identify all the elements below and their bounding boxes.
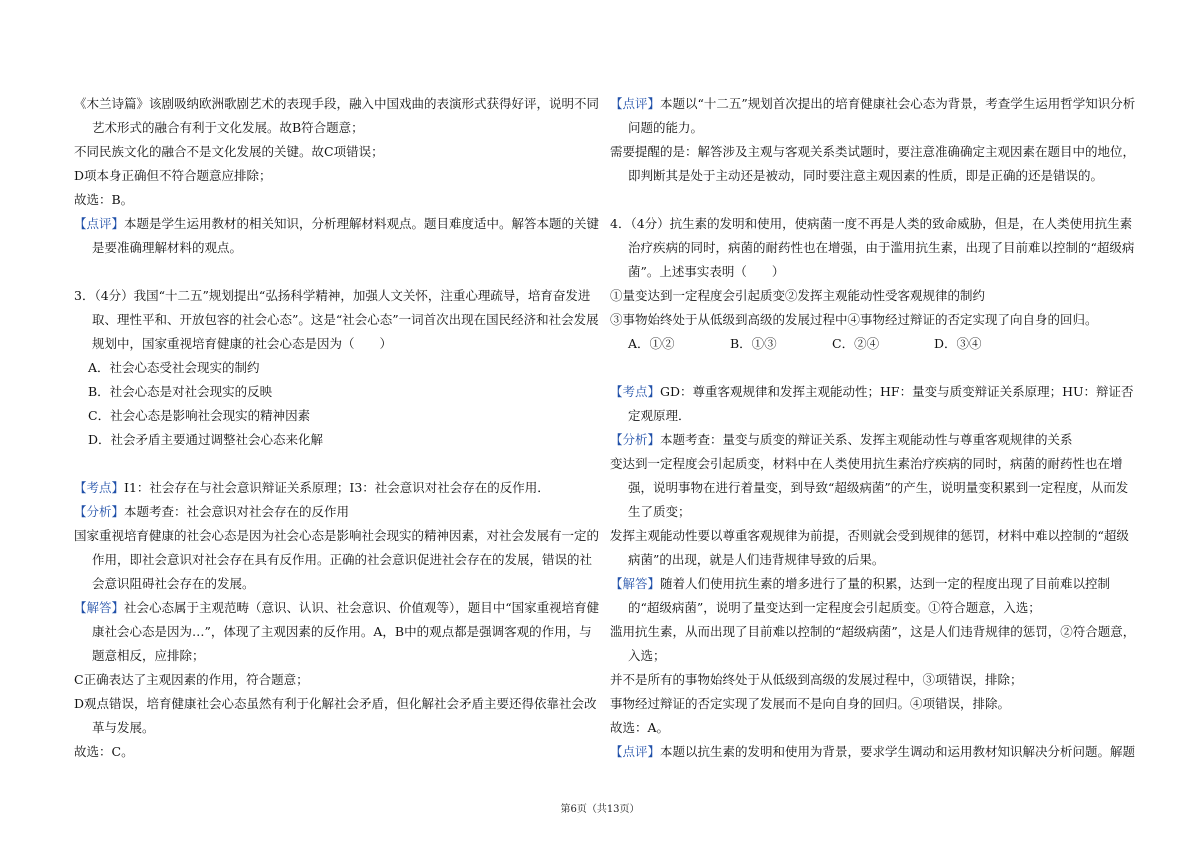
- option-d: D．③④: [934, 336, 982, 351]
- fenxi-text: 本题考查：量变与质变的辩证关系、发挥主观能动性与尊重客观规律的关系: [660, 432, 1073, 447]
- q4-line: 滥用抗生素，从而出现了目前难以控制的“超级病菌”，这是人们违背规律的惩罚，②符合题意，入选；: [610, 624, 1136, 663]
- q4-body: 发挥主观能动性要以尊重客观规律为前提，否则就会受到规律的惩罚，材料中难以控制的“超级病菌”的出现，就是人们违背规律导致的后果。: [610, 528, 1129, 567]
- q3-line: D观点错误，培育健康社会心态虽然有利于化解社会矛盾，但化解社会矛盾主要还得依靠社会改革与发展。: [74, 696, 597, 735]
- q2-review: [74, 212, 604, 260]
- q4-fenxi: [610, 428, 1140, 452]
- jieda-tag: 【解答】: [74, 600, 125, 615]
- q4-statement: ③事物始终处于从低级到高级的发展过程中④事物经过辩证的否定实现了向自身的回归。: [610, 312, 1098, 327]
- review-text: 本题是学生运用教材的相关知识，分析理解材料观点。题目难度适中。解答本题的关键是要准确理解材料的观点。: [92, 216, 600, 255]
- q3-jieda: [74, 596, 604, 668]
- q4-options: [610, 332, 1140, 356]
- intro-line: 故选：B。: [74, 192, 134, 207]
- question-3-stem: 3．（4分）我国“十二五”规划提出“弘扬科学精神，加强人文关怀，注重心理疏导，培育奋发进取、理性平和、开放包容的社会心态”。这是“社会心态”一词首次出现在国民经济和社会发展规划中，国家重视培育健康的社会心态是因为（ ）: [74, 288, 599, 351]
- q3-line: C正确表达了主观因素的作用，符合题意；: [74, 672, 309, 687]
- jieda-text: 社会心态属于主观范畴（意识、认识、社会意识、价值观等），题目中“国家重视培育健康社会心态是因为…”，体现了主观因素的反作用。A，B中的观点都是强调客观的作用，与题意相反，应排除；: [92, 600, 600, 663]
- kaodian-text: GD：尊重客观规律和发挥主观能动性；HF：量变与质变辩证关系原理；HU：辩证否定观原理．: [628, 384, 1134, 423]
- kaodian-tag: 【考点】: [610, 384, 661, 399]
- q4-line: 事物经过辩证的否定实现了发展而不是向自身的回归。④项错误，排除。: [610, 696, 1011, 711]
- fenxi-tag: 【分析】: [610, 432, 661, 447]
- intro-line: 《木兰诗篇》该剧吸纳欧洲歌剧艺术的表现手段，融入中国戏曲的表演形式获得好评，说明不同艺术形式的融合有利于文化发展。故B符合题意；: [74, 96, 600, 135]
- q3-fenxi-body: 国家重视培育健康的社会心态是因为社会心态是影响社会现实的精神因素，对社会发展有一定的作用，即社会意识对社会存在具有反作用。正确的社会意识促进社会存在的发展，错误的社会意识阻碍社会存在的发展。: [74, 528, 600, 591]
- right-column: [610, 92, 1140, 764]
- q3-answer: 故选：C。: [74, 744, 134, 759]
- q4-review: [610, 740, 1140, 764]
- fenxi-tag: 【分析】: [74, 504, 125, 519]
- review-tag: 【点评】: [610, 96, 661, 111]
- kaodian-tag: 【考点】: [74, 480, 125, 495]
- jieda-text: 随着人们使用抗生素的增多进行了量的积累，达到一定的程度出现了目前难以控制的“超级病菌”，说明了量变达到一定程度会引起质变。①符合题意，入选；: [628, 576, 1111, 615]
- q4-answer: 故选：A。: [610, 720, 670, 735]
- jieda-tag: 【解答】: [610, 576, 661, 591]
- q3-review: [610, 92, 1140, 140]
- left-column: [74, 92, 604, 764]
- question-4-stem: 4．（4分）抗生素的发明和使用，使病菌一度不再是人类的致命威胁，但是，在人类使用抗生素治疗疾病的同时，病菌的耐药性也在增强，由于滥用抗生素，出现了目前难以控制的“超级病菌”。上述事实表明（ ）: [610, 216, 1135, 279]
- option-b: B．社会心态是对社会现实的反映: [88, 384, 273, 399]
- q4-body: 变达到一定程度会引起质变，材料中在人类使用抗生素治疗疾病的同时，病菌的耐药性也在增强，说明事物在进行着量变，到导致“超级病菌”的产生，说明量变积累到一定程度，从而发生了质变；: [610, 456, 1129, 519]
- q3-fenxi: [74, 500, 604, 524]
- q3-kaodian: [74, 476, 604, 500]
- option-c: C．社会心态是影响社会现实的精神因素: [88, 408, 311, 423]
- intro-line: D项本身正确但不符合题意应排除；: [74, 168, 272, 183]
- review-text: 本题以抗生素的发明和使用为背景，要求学生调动和运用教材知识解决分析问题。解题: [660, 744, 1136, 759]
- q4-statement: ①量变达到一定程度会引起质变②发挥主观能动性受客观规律的制约: [610, 288, 986, 303]
- q3-note: 需要提醒的是：解答涉及主观与客观关系类试题时，要注意准确确定主观因素在题目中的地位，即判断其是处于主动还是被动，同时要注意主观因素的性质，即是正确的还是错误的。: [610, 144, 1136, 183]
- option-a: A．社会心态受社会现实的制约: [88, 360, 260, 375]
- q4-jieda: [610, 572, 1140, 620]
- kaodian-text: I1：社会存在与社会意识辩证关系原理；I3：社会意识对社会存在的反作用．: [124, 480, 550, 495]
- review-tag: 【点评】: [74, 216, 125, 231]
- review-text: 本题以“十二五”规划首次提出的培育健康社会心态为背景，考查学生运用哲学知识分析问题的能力。: [628, 96, 1136, 135]
- page-footer: 第6页（共13页）: [560, 804, 640, 815]
- option-d: D．社会矛盾主要通过调整社会心态来化解: [88, 432, 324, 447]
- fenxi-text: 本题考查：社会意识对社会存在的反作用: [124, 504, 350, 519]
- option-a: A．①②: [628, 336, 675, 351]
- option-c: C．②④: [832, 336, 880, 351]
- option-b: B．①③: [730, 336, 777, 351]
- q4-line: 并不是所有的事物始终处于从低级到高级的发展过程中，③项错误，排除；: [610, 672, 1023, 687]
- review-tag: 【点评】: [610, 744, 661, 759]
- intro-line: 不同民族文化的融合不是文化发展的关键。故C项错误；: [74, 144, 384, 159]
- q4-kaodian: [610, 380, 1140, 428]
